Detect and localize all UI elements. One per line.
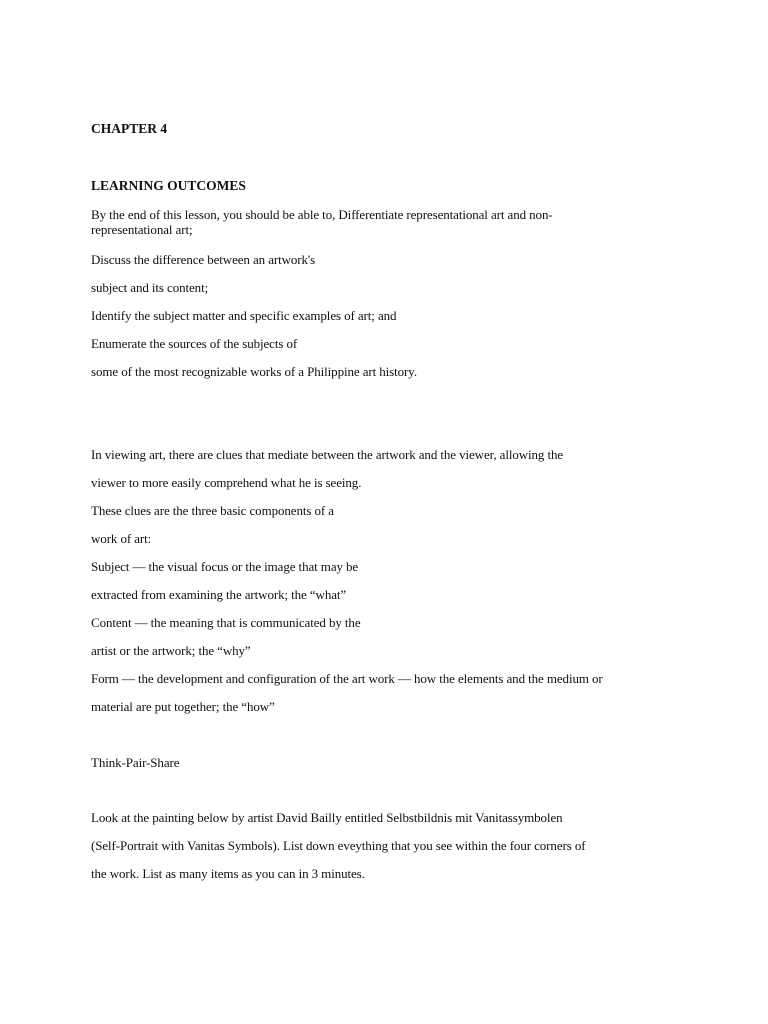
body-line: These clues are the three basic components of a [91,503,334,518]
activity-line: (Self-Portrait with Vanitas Symbols). List down eveything that you see within the four corners of [91,838,586,853]
body-line: In viewing art, there are clues that mediate between the artwork and the viewer, allowing the [91,447,564,462]
activity-line: Look at the painting below by artist David Bailly entitled Selbstbildnis mit Vanitassymbolen [91,810,563,825]
chapter-title: CHAPTER 4 [91,121,168,136]
body-line: artist or the artwork; the “why” [91,643,251,658]
learning-outcomes-heading: LEARNING OUTCOMES [91,178,246,193]
outcome-line: Identify the subject matter and specific examples of art; and [91,308,397,323]
outcome-intro-paragraph: By the end of this lesson, you should be able to, Differentiate representational art and non-representational art; [91,207,553,237]
body-line: Form — the development and configuration of the art work — how the elements and the medium or [91,671,603,686]
activity-heading: Think-Pair-Share [91,755,180,770]
outcome-line: some of the most recognizable works of a Philippine art history. [91,364,417,379]
outcome-line: Discuss the difference between an artwork's [91,252,316,267]
body-line: material are put together; the “how” [91,699,275,714]
outcome-line: Enumerate the sources of the subjects of [91,336,298,351]
body-line: work of art: [91,531,152,546]
activity-line: the work. List as many items as you can in 3 minutes. [91,866,365,881]
body-line: extracted from examining the artwork; the “what” [91,587,347,602]
outcome-line: subject and its content; [91,280,209,295]
body-line: Content — the meaning that is communicated by the [91,615,361,630]
body-line: Subject — the visual focus or the image that may be [91,559,359,574]
body-line: viewer to more easily comprehend what he is seeing. [91,475,362,490]
